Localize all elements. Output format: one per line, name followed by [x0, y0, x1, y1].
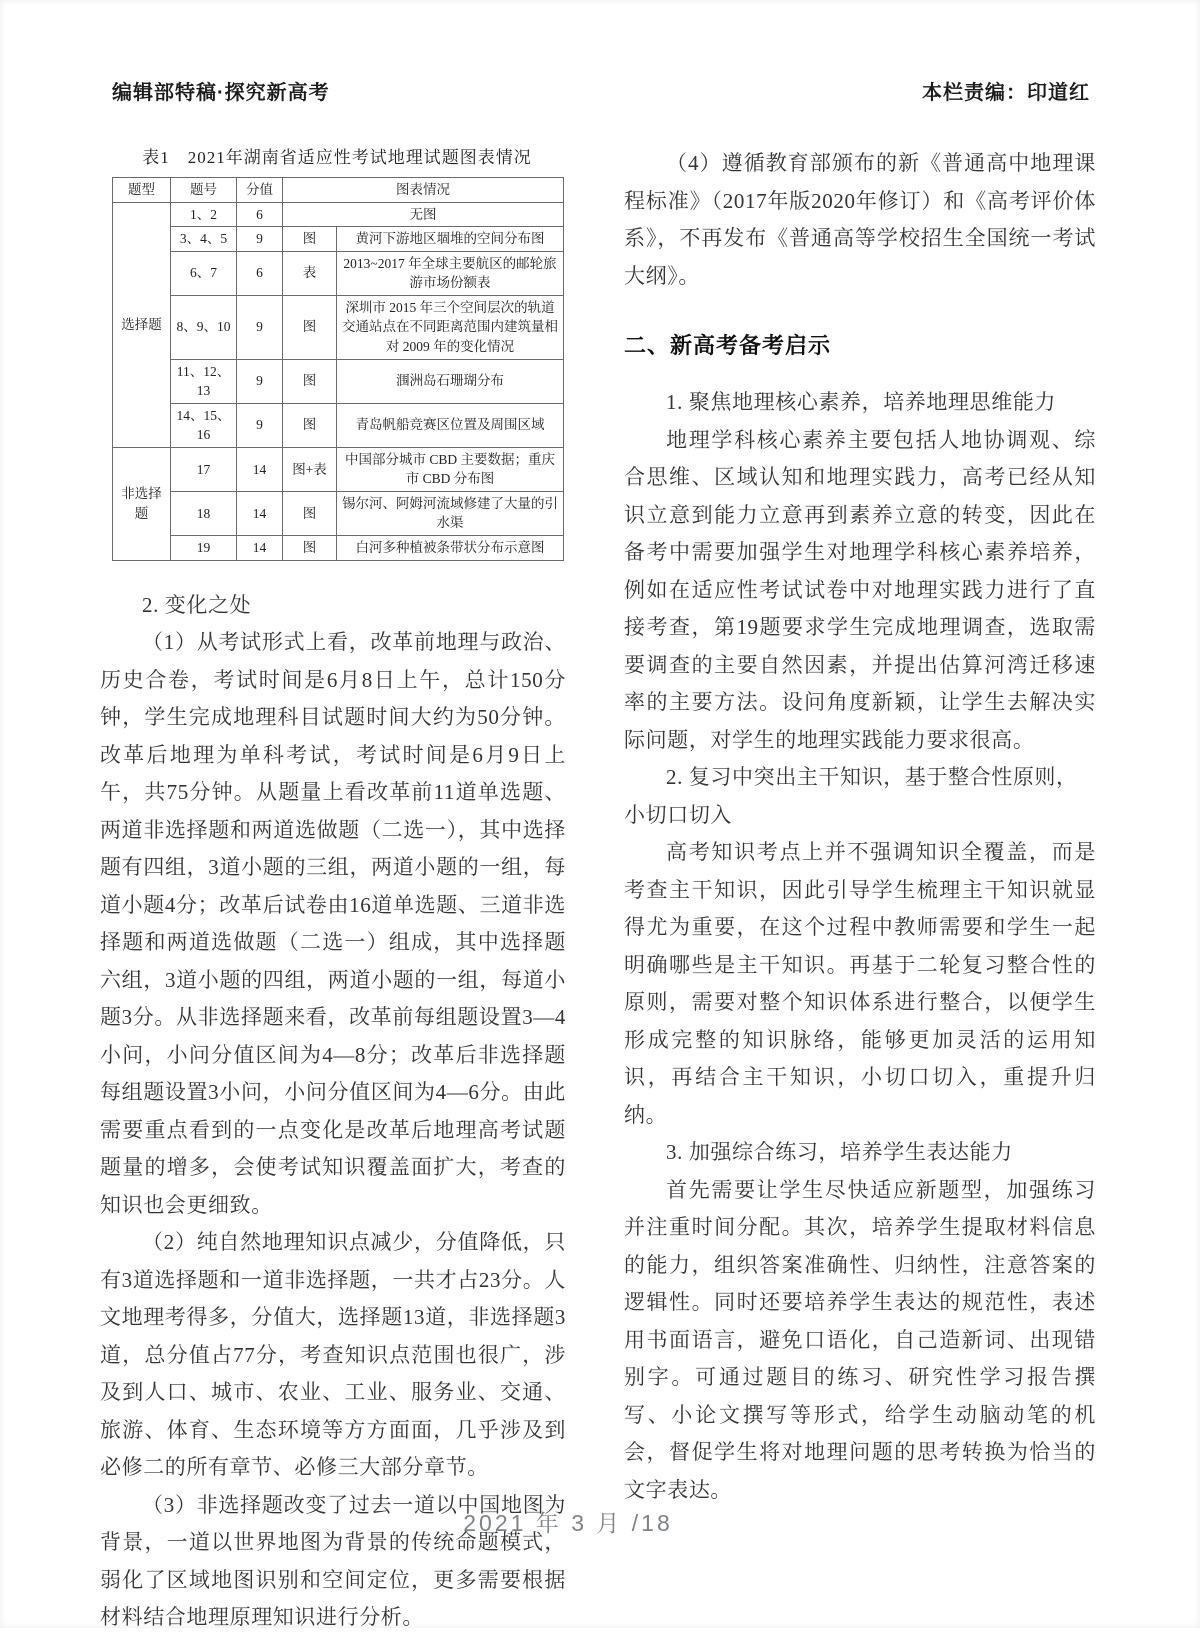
cell-desc: 2013~2017 年全球主要航区的邮轮旅游市场份额表 [337, 251, 564, 295]
table-row [113, 491, 564, 535]
table-row [113, 227, 564, 252]
cell-score: 9 [237, 295, 283, 359]
cell-score: 6 [237, 251, 283, 295]
cell-score: 9 [237, 359, 283, 403]
cell-qnums: 6、7 [171, 251, 237, 295]
cell-type: 表 [283, 251, 337, 295]
cell-desc: 青岛帆船竞赛区位置及周围区域 [337, 403, 564, 447]
table-row [113, 202, 564, 227]
cell-desc: 白河多种植被条带状分布示意图 [337, 536, 564, 561]
cell-score: 6 [237, 202, 283, 227]
cell-type: 图 [283, 536, 337, 561]
cell-type: 图 [283, 359, 337, 403]
page-header [0, 0, 1200, 105]
cell-type: 图 [283, 491, 337, 535]
subhead-comprehensive-practice: 3. 加强综合练习，培养学生表达能力 [666, 1140, 1013, 1164]
header-right-label: 本栏责编：印道红 [922, 82, 1090, 104]
cell-desc: 中国部分城市 CBD 主要数据；重庆市 CBD 分布图 [337, 447, 564, 491]
cell-category-choice: 选择题 [113, 202, 171, 447]
cell-qnums: 14、15、16 [171, 403, 237, 447]
cell-qnums: 19 [171, 536, 237, 561]
paragraph-change-3: （3）非选择题改变了过去一道以中国地图为背景，一道以世界地图为背景的传统命题模式，弱化了区域地图识别和空间定位，更多需要根据材料结合地理原理知识进行分析。 [100, 1492, 567, 1630]
cell-score: 9 [237, 403, 283, 447]
col-header-question-type: 题型 [113, 178, 171, 203]
cell-desc: 无图 [283, 202, 564, 227]
col-header-score: 分值 [237, 178, 283, 203]
cell-score: 14 [237, 447, 283, 491]
cell-desc: 黄河下游地区堌堆的空间分布图 [337, 227, 564, 252]
table-row [113, 403, 564, 447]
table-header-row [113, 178, 564, 203]
left-subhead-changes: 2. 变化之处 [142, 592, 252, 617]
cell-desc: 深圳市 2015 年三个空间层次的轨道交通站点在不同距离范围内建筑量相对 2009 年的变化情况 [337, 295, 564, 359]
paragraph-change-1: （1）从考试形式上看，改革前地理与政治、历史合卷，考试时间是6月8日上午，总计150分钟，学生完成地理科目试题时间大约为50分钟。改革后地理为单科考试，考试时间是6月9日上午，共75分钟。从题量上看改革前11道单选题、两道非选择题和两道选做题（二选一），其中选择题有四组，3道小题的三组，两道小题的一组，每道小题4分；改革后试卷由16道单选题、三道非选择题和两道选做题（二选一）组成，其中选择题六组，3道小题的四组，两道小题的一组，每道小题3分。从非选择题来看，改革前每组题设置3—4小问，小问分值区间为4—8分；改革后非选择题每组题设置3小问，小问分值区间为4—6分。由此需要重点看到的一点变化是改革后地理高考试题题量的增多，会使考试知识覆盖面扩大，考查的知识也会更细致。 [100, 630, 567, 1217]
paragraph-core-literacy: 地理学科核心素养主要包括人地协调观、综合思维、区域认知和地理实践力，高考已经从知识立意到能力立意再到素养立意的转变，因此在备考中需要加强学生对地理学科核心素养培养，例如在适应性考试试卷中对地理实践力进行了直接考查，第19题要求学生完成地理调查，选取需要调查的主要自然因素，并提出估算河湾迁移速率的主要方法。设问角度新颖，让学生去解决实际问题，对学生的地理实践能力要求很高。 [624, 427, 1096, 752]
table-row [113, 447, 564, 491]
cell-type: 图+表 [283, 447, 337, 491]
paragraph-comprehensive-practice: 首先需要让学生尽快适应新题型，加强练习并注重时间分配。其次，培养学生提取材料信息的能力，组织答案准确性、归纳性，注意答案的逻辑性。同时还要培养学生表达的规范性，表述用书面语言，避免口语化，自己造新词、出现错别字。可通过题目的练习、研究性学习报告撰写、小论文撰写等形式，给学生动脑动笔的机会，督促学生将对地理问题的思考转换为恰当的文字表达。 [624, 1177, 1096, 1502]
cell-type: 图 [283, 295, 337, 359]
figure-situation-table [112, 177, 564, 561]
cell-qnums: 17 [171, 447, 237, 491]
page-footer: 2021 年 3 月 /18 [463, 1510, 673, 1536]
cell-score: 14 [237, 491, 283, 535]
cell-type: 图 [283, 227, 337, 252]
cell-score: 9 [237, 227, 283, 252]
col-header-question-number: 题号 [171, 178, 237, 203]
cell-desc: 涠洲岛石珊瑚分布 [337, 359, 564, 403]
table-row [113, 536, 564, 561]
paragraph-change-4: （4）遵循教育部颁布的新《普通高中地理课程标准》（2017年版2020年修订）和《高考评价体系》，不再发布《普通高等学校招生全国统一考试大纲》。 [624, 151, 1096, 288]
cell-type: 图 [283, 403, 337, 447]
two-column-layout [100, 139, 1096, 1637]
paragraph-change-2: （2）纯自然地理知识点减少，分值降低，只有3道选择题和一道非选择题，一共才占23分。人文地理考得多，分值大，选择题13道，非选择题3道，总分值占77分，考查知识点范围也很广，涉及到人口、城市、农业、工业、服务业、交通、旅游、体育、生态环境等方方面面，几乎涉及到必修二的所有章节、必修三大部分章节。 [100, 1230, 567, 1480]
cell-desc: 锡尔河、阿姆河流域修建了大量的引水渠 [337, 491, 564, 535]
subhead-key-knowledge: 2. 复习中突出主干知识，基于整合性原则，小切口切入 [624, 765, 1078, 827]
cell-qnums: 18 [171, 491, 237, 535]
subhead-core-literacy: 1. 聚焦地理核心素养，培养地理思维能力 [666, 390, 1057, 414]
section-heading-preparation: 二、新高考备考启示 [624, 333, 832, 358]
cell-score: 14 [237, 536, 283, 561]
cell-qnums: 3、4、5 [171, 227, 237, 252]
table-row [113, 359, 564, 403]
right-column [624, 139, 1096, 1637]
cell-qnums: 11、12、13 [171, 359, 237, 403]
left-column [100, 139, 566, 1637]
col-header-figure-situation: 图表情况 [283, 178, 564, 203]
table-title: 表1 2021年湖南省适应性考试地理试题图表情况 [142, 148, 532, 167]
table-row [113, 295, 564, 359]
cell-qnums: 8、9、10 [171, 295, 237, 359]
cell-qnums: 1、2 [171, 202, 237, 227]
table-row [113, 251, 564, 295]
header-left-label: 编辑部特稿·探究新高考 [112, 82, 330, 104]
paragraph-key-knowledge: 高考知识考点上并不强调知识全覆盖，而是考查主干知识，因此引导学生梳理主干知识就显得尤为重要，在这个过程中教师需要和学生一起明确哪些是主干知识。再基于二轮复习整合性的原则，需要对整个知识体系进行整合，以便学生形成完整的知识脉络，能够更加灵活的运用知识，再结合主干知识，小切口切入，重提升归纳。 [624, 840, 1096, 1127]
cell-category-nonchoice: 非选择题 [113, 447, 171, 560]
